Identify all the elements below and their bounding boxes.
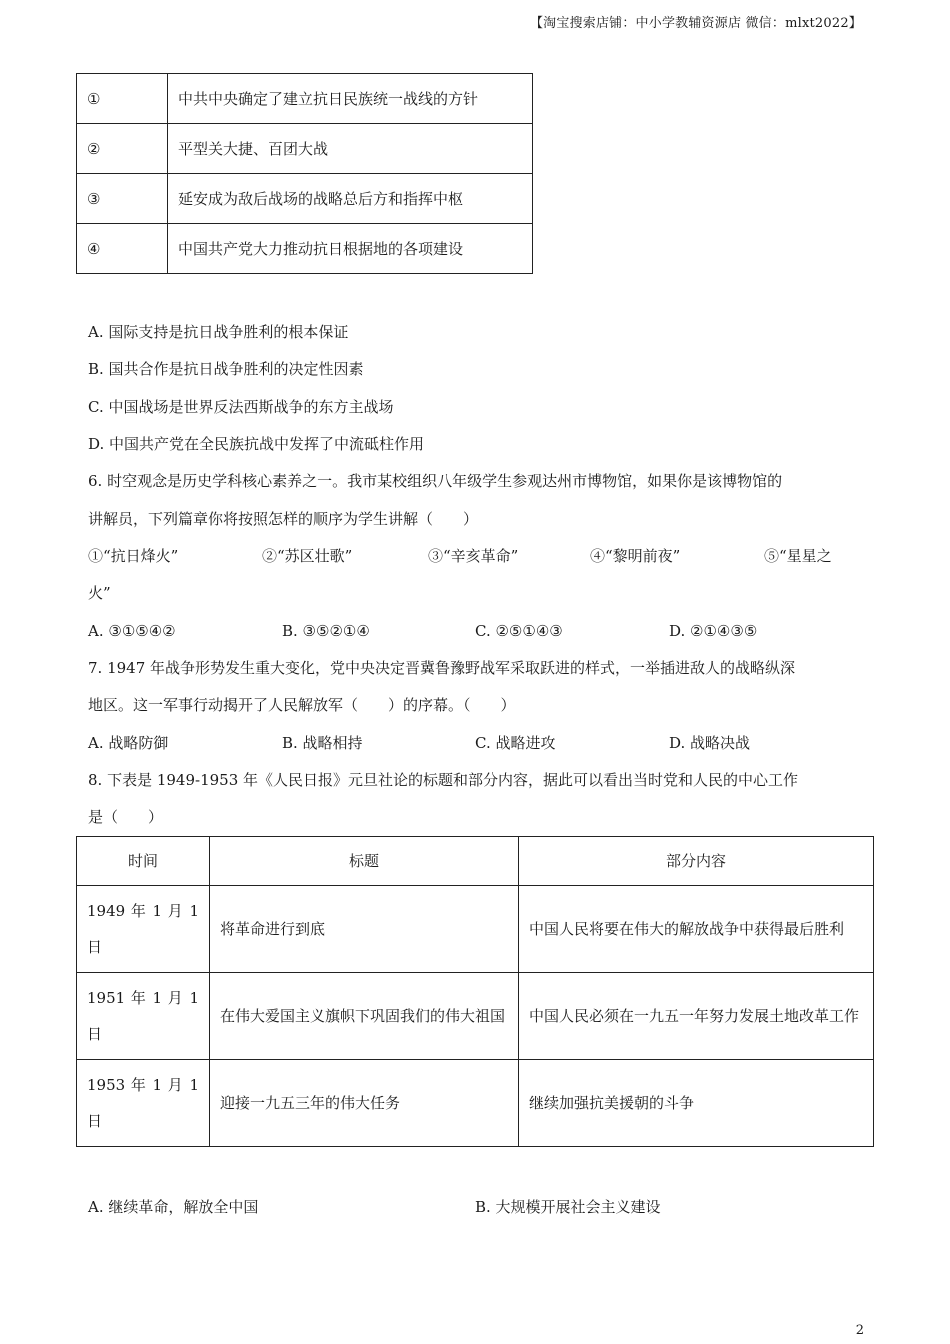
row-number: ① bbox=[77, 74, 168, 124]
q5-option-b: B. 国共合作是抗日战争胜利的决定性因素 bbox=[88, 360, 364, 378]
events-table bbox=[76, 73, 533, 274]
q7-option-d: D. 战略决战 bbox=[669, 734, 751, 752]
cell-content: 继续加强抗美援朝的斗争 bbox=[519, 1060, 874, 1147]
page-number: 2 bbox=[855, 1323, 864, 1338]
table-row bbox=[77, 1060, 874, 1147]
table-row bbox=[77, 74, 533, 124]
q6-option-b: B. ③⑤②①④ bbox=[282, 622, 370, 640]
q6-chapter-2: ②“苏区壮歌” bbox=[262, 547, 353, 565]
q6-chapter-3: ③“辛亥革命” bbox=[428, 547, 519, 565]
cell-title: 将革命进行到底 bbox=[210, 886, 519, 973]
q6-option-c: C. ②⑤①④③ bbox=[475, 622, 563, 640]
q6-chapter-5: ⑤“星星之 bbox=[764, 547, 832, 565]
q6-stem-line2: 讲解员，下列篇章你将按照怎样的顺序为学生讲解（ ） bbox=[88, 510, 479, 528]
table-row bbox=[77, 174, 533, 224]
row-number: ② bbox=[77, 124, 168, 174]
row-number: ③ bbox=[77, 174, 168, 224]
table-row bbox=[77, 124, 533, 174]
header-time: 时间 bbox=[77, 837, 210, 886]
table-row bbox=[77, 973, 874, 1060]
q7-stem-line1: 7. 1947 年战争形势发生重大变化，党中央决定晋冀鲁豫野战军采取跃进的样式，一举插进敌人的战略纵深 bbox=[88, 659, 796, 677]
q5-option-c: C. 中国战场是世界反法西斯战争的东方主战场 bbox=[88, 398, 394, 416]
q6-stem-line1: 6. 时空观念是历史学科核心素养之一。我市某校组织八年级学生参观达州市博物馆，如果你是该博物馆的 bbox=[88, 472, 783, 490]
cell-content: 中国人民将要在伟大的解放战争中获得最后胜利 bbox=[519, 886, 874, 973]
q6-chapter-4: ④“黎明前夜” bbox=[590, 547, 681, 565]
q8-option-b: B. 大规模开展社会主义建设 bbox=[475, 1198, 661, 1216]
header-content: 部分内容 bbox=[519, 837, 874, 886]
cell-content: 中国人民必须在一九五一年努力发展土地改革工作 bbox=[519, 973, 874, 1060]
q6-chapter-1: ①“抗日烽火” bbox=[88, 547, 179, 565]
row-text: 中国共产党大力推动抗日根据地的各项建设 bbox=[168, 224, 533, 274]
q7-stem-line2: 地区。这一军事行动揭开了人民解放军（ ）的序幕。（ ） bbox=[88, 696, 516, 714]
q6-chapter-wrap: 火” bbox=[88, 584, 111, 602]
q5-option-d: D. 中国共产党在全民族抗战中发挥了中流砥柱作用 bbox=[88, 435, 425, 453]
q8-option-a: A. 继续革命，解放全中国 bbox=[88, 1198, 259, 1216]
q7-option-a: A. 战略防御 bbox=[88, 734, 169, 752]
cell-title: 迎接一九五三年的伟大任务 bbox=[210, 1060, 519, 1147]
row-text: 延安成为敌后战场的战略总后方和指挥中枢 bbox=[168, 174, 533, 224]
table-row bbox=[77, 224, 533, 274]
q8-stem-line1: 8. 下表是 1949-1953 年《人民日报》元旦社论的标题和部分内容，据此可以看出当时党和人民的中心工作 bbox=[88, 771, 799, 789]
q6-option-a: A. ③①⑤④② bbox=[88, 622, 176, 640]
q7-option-c: C. 战略进攻 bbox=[475, 734, 556, 752]
row-number: ④ bbox=[77, 224, 168, 274]
cell-time: 1953 年 1 月 1 日 bbox=[77, 1060, 210, 1147]
table-header-row bbox=[77, 837, 874, 886]
cell-time: 1951 年 1 月 1 日 bbox=[77, 973, 210, 1060]
q7-option-b: B. 战略相持 bbox=[282, 734, 363, 752]
table-row bbox=[77, 886, 874, 973]
row-text: 中共中央确定了建立抗日民族统一战线的方针 bbox=[168, 74, 533, 124]
cell-time: 1949 年 1 月 1 日 bbox=[77, 886, 210, 973]
editorials-table bbox=[76, 836, 874, 1147]
header-note: 【淘宝搜索店铺：中小学教辅资源店 微信：mlxt2022】 bbox=[529, 16, 862, 31]
q8-stem-line2: 是（ ） bbox=[88, 808, 164, 826]
q5-option-a: A. 国际支持是抗日战争胜利的根本保证 bbox=[88, 323, 349, 341]
q6-option-d: D. ②①④③⑤ bbox=[669, 622, 758, 640]
cell-title: 在伟大爱国主义旗帜下巩固我们的伟大祖国 bbox=[210, 973, 519, 1060]
row-text: 平型关大捷、百团大战 bbox=[168, 124, 533, 174]
header-title: 标题 bbox=[210, 837, 519, 886]
